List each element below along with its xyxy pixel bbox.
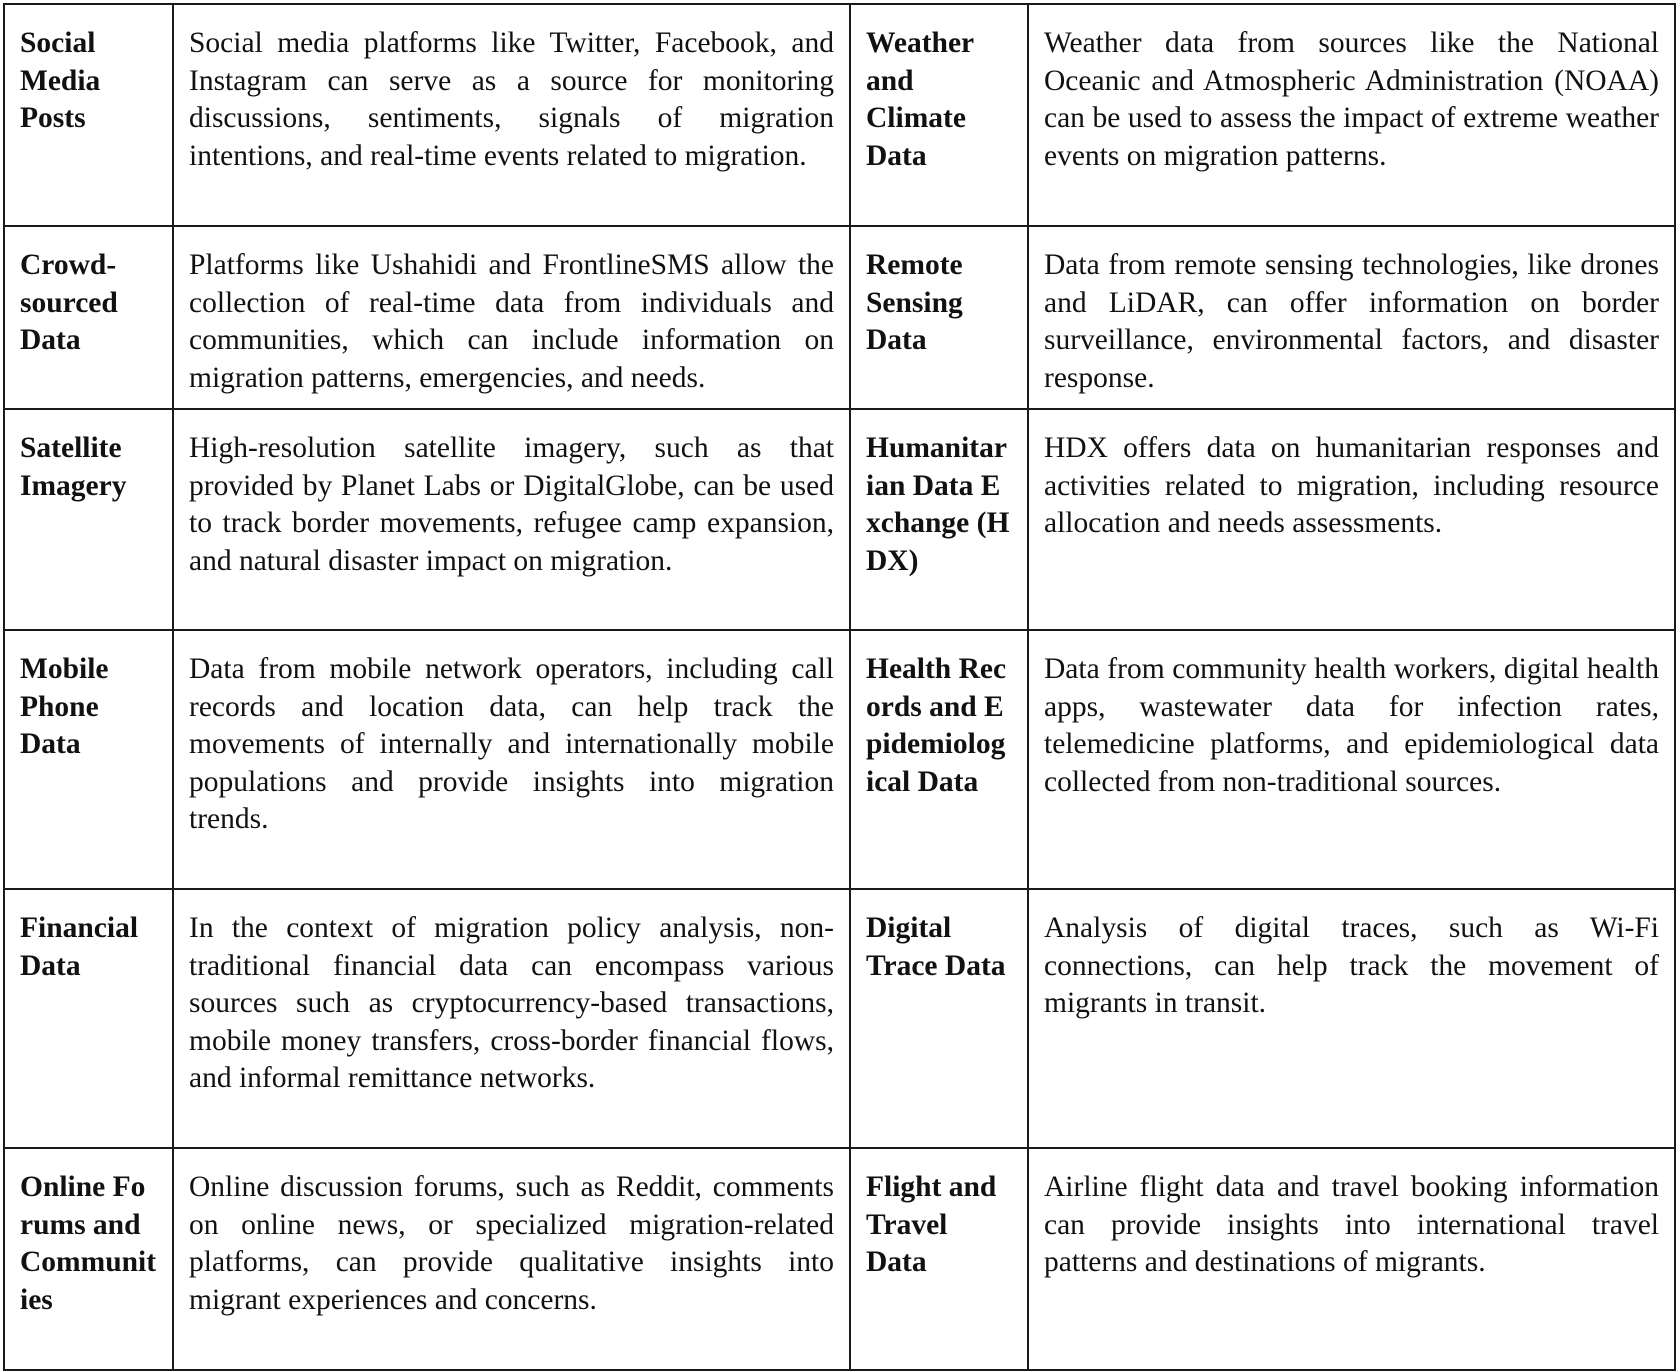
source-description-financial-data: In the context of migration policy analysis, non-traditional financial data can encompass various sources such as cryptocurrency-based transactions, mobile money transfers, cross-border financial flows, and informal remittance networks. [173, 889, 850, 1148]
source-description-online-forums-and-communities: Online discussion forums, such as Reddit, comments on online news, or specialized migration-related platforms, can provide qualitative insights into migrant experiences and concerns. [173, 1148, 850, 1370]
source-label-weather-and-climate-data: Weather and Climate Data [850, 4, 1028, 226]
source-label-health-records-and-epidemiological-data: Health Records and Epidemiological Data [850, 630, 1028, 889]
data-sources-table [3, 3, 1676, 1371]
source-label-online-forums-and-communities: Online Forums and Communities [4, 1148, 173, 1370]
data-sources-table-wrapper [3, 3, 1676, 1371]
source-description-flight-and-travel-data: Airline flight data and travel booking information can provide insights into international travel patterns and destinations of migrants. [1028, 1148, 1675, 1370]
source-description-satellite-imagery: High-resolution satellite imagery, such as that provided by Planet Labs or DigitalGlobe, can be used to track border movements, refugee camp expansion, and natural disaster impact on migration. [173, 409, 850, 630]
table-row [4, 409, 1675, 630]
source-description-crowd-sourced-data: Platforms like Ushahidi and FrontlineSMS allow the collection of real-time data from individuals and communities, which can include information on migration patterns, emergencies, and needs. [173, 226, 850, 409]
source-description-weather-and-climate-data: Weather data from sources like the National Oceanic and Atmospheric Administration (NOAA) can be used to assess the impact of extreme weather events on migration patterns. [1028, 4, 1675, 226]
source-description-mobile-phone-data: Data from mobile network operators, including call records and location data, can help track the movements of internally and internationally mobile populations and provide insights into migration trends. [173, 630, 850, 889]
source-label-crowd-sourced-data: Crowd-sourced Data [4, 226, 173, 409]
source-label-remote-sensing-data: Remote Sensing Data [850, 226, 1028, 409]
table-row [4, 4, 1675, 226]
source-description-humanitarian-data-exchange: HDX offers data on humanitarian responses and activities related to migration, including resource allocation and needs assessments. [1028, 409, 1675, 630]
source-label-satellite-imagery: Satellite Imagery [4, 409, 173, 630]
source-label-financial-data: Financial Data [4, 889, 173, 1148]
source-label-flight-and-travel-data: Flight and Travel Data [850, 1148, 1028, 1370]
table-row [4, 226, 1675, 409]
source-label-mobile-phone-data: Mobile Phone Data [4, 630, 173, 889]
table-row [4, 1148, 1675, 1370]
source-description-social-media-posts: Social media platforms like Twitter, Facebook, and Instagram can serve as a source for monitoring discussions, sentiments, signals of migration intentions, and real-time events related to migration. [173, 4, 850, 226]
source-description-health-records-and-epidemiological-data: Data from community health workers, digital health apps, wastewater data for infection rates, telemedicine platforms, and epidemiological data collected from non-traditional sources. [1028, 630, 1675, 889]
source-description-remote-sensing-data: Data from remote sensing technologies, like drones and LiDAR, can offer information on border surveillance, environmental factors, and disaster response. [1028, 226, 1675, 409]
table-row [4, 889, 1675, 1148]
source-label-humanitarian-data-exchange: Humanitarian Data Exchange (HDX) [850, 409, 1028, 630]
source-description-digital-trace-data: Analysis of digital traces, such as Wi-Fi connections, can help track the movement of migrants in transit. [1028, 889, 1675, 1148]
table-row [4, 630, 1675, 889]
source-label-social-media-posts: Social Media Posts [4, 4, 173, 226]
source-label-digital-trace-data: Digital Trace Data [850, 889, 1028, 1148]
